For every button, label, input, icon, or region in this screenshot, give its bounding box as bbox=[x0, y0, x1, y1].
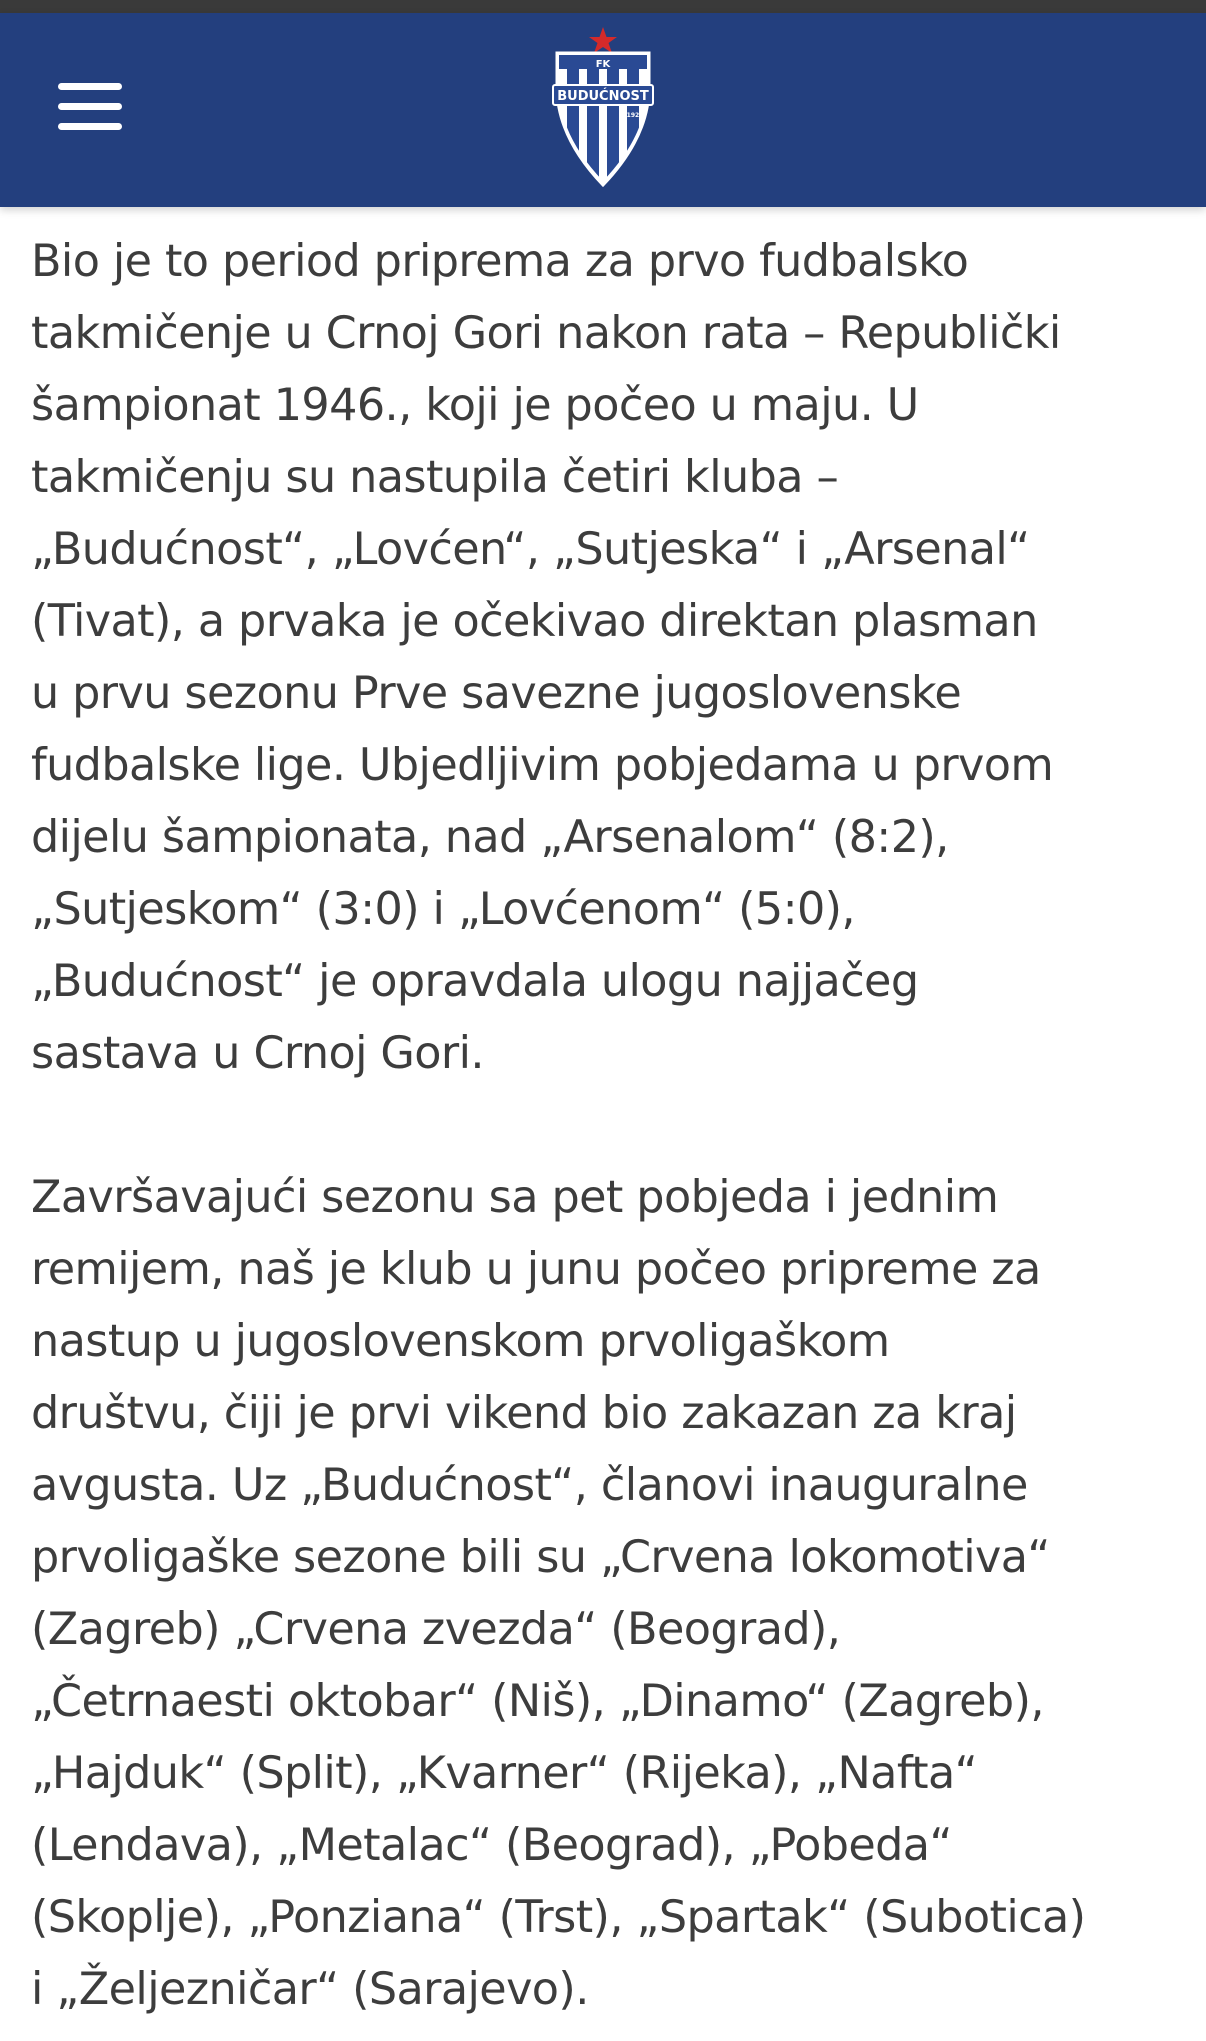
logo-top-text: FK bbox=[595, 59, 611, 70]
top-navigation-bar bbox=[0, 13, 1206, 207]
hamburger-icon[interactable] bbox=[58, 83, 122, 131]
article-content bbox=[31, 226, 1181, 2026]
club-logo[interactable] bbox=[551, 25, 655, 193]
article-paragraph-1: Bio je to period priprema za prvo fudbalsko takmičenje u Crnoj Gori nakon rata – Republički šampionat 1946., koji je počeo u maju. U takmičenju su nastupila četiri kluba – „Budućnost“, „Lovćen“, „Sutjeska“ i „Arsenal“ (Tivat), a prvaka je očekivao direktan plasman u prvu sezonu Prve savezne jugoslovenske fudbalske lige. Ubjedljivim pobjedama u prvom dijelu šampionata, nad „Arsenalom“ (8:2), „Sutjeskom“ (3:0) i „Lovćenom“ (5:0), „Budućnost“ je opravdala ulogu najjačeg sastava u Crnoj Gori. bbox=[31, 236, 1061, 1079]
article-paragraph-2: Završavajući sezonu sa pet pobjeda i jednim remijem, naš je klub u junu počeo pripreme za nastup u jugoslovenskom prvoligaškom društvu, čiji je prvi vikend bio zakazan za kraj avgusta. Uz „Budućnost“, članovi inauguralne prvoligaške sezone bili su „Crvena lokomotiva“ (Zagreb) „Crvena zvezda“ (Beograd), „Četrnaesti oktobar“ (Niš), „Dinamo“ (Zagreb), „Hajduk“ (Split), „Kvarner“ (Rijeka), „Nafta“ (Lendava), „Metalac“ (Beograd), „Pobeda“ (Skoplje), „Ponziana“ (Trst), „Spartak“ (Subotica) i „Željezničar“ (Sarajevo). bbox=[31, 1172, 1086, 2015]
logo-name-text: BUDUĆNOST bbox=[557, 89, 649, 104]
status-bar bbox=[0, 0, 1206, 13]
logo-year-text: 1925 bbox=[626, 112, 644, 119]
red-star-icon bbox=[589, 27, 617, 53]
